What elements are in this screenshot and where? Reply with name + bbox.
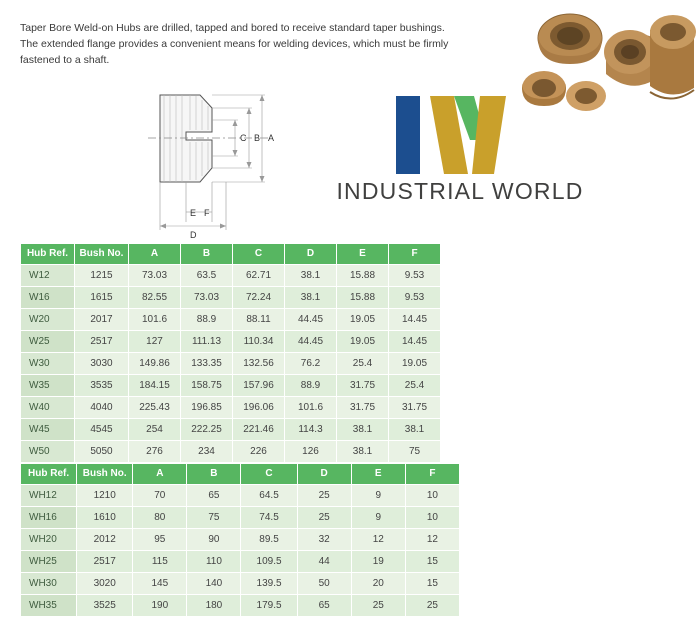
col-header-hub-ref: Hub Ref. xyxy=(21,464,77,485)
cell-bush-no: 4545 xyxy=(75,419,129,441)
cell-bush-no: 1215 xyxy=(75,265,129,287)
cell-c: 226 xyxy=(233,441,285,463)
cell-c: 110.34 xyxy=(233,331,285,353)
col-header-d: D xyxy=(297,464,351,485)
cell-a: 80 xyxy=(133,507,187,529)
cell-c: 74.5 xyxy=(241,507,297,529)
cell-c: 62.71 xyxy=(233,265,285,287)
cell-b: 65 xyxy=(187,485,241,507)
cell-f: 31.75 xyxy=(389,397,441,419)
table-row xyxy=(21,595,460,617)
cell-b: 180 xyxy=(187,595,241,617)
cell-bush-no: 1610 xyxy=(77,507,133,529)
cell-a: 101.6 xyxy=(129,309,181,331)
cell-f: 15 xyxy=(405,551,459,573)
col-header-hub-ref: Hub Ref. xyxy=(21,244,75,265)
table-row xyxy=(21,485,460,507)
table-row xyxy=(21,353,441,375)
table-row xyxy=(21,573,460,595)
cell-e: 15.88 xyxy=(337,265,389,287)
drawing-label-b: B xyxy=(254,133,261,143)
cell-hub-ref: W45 xyxy=(21,419,75,441)
cell-c: 221.46 xyxy=(233,419,285,441)
table-header-row xyxy=(21,244,441,265)
cell-a: 127 xyxy=(129,331,181,353)
table-row xyxy=(21,331,441,353)
cell-a: 73.03 xyxy=(129,265,181,287)
cell-e: 38.1 xyxy=(337,419,389,441)
cell-bush-no: 1210 xyxy=(77,485,133,507)
cell-b: 133.35 xyxy=(181,353,233,375)
cell-e: 19.05 xyxy=(337,309,389,331)
cell-bush-no: 2017 xyxy=(75,309,129,331)
cell-f: 25 xyxy=(405,595,459,617)
technical-drawing xyxy=(140,80,340,240)
cell-b: 222.25 xyxy=(181,419,233,441)
cell-b: 110 xyxy=(187,551,241,573)
cell-a: 82.55 xyxy=(129,287,181,309)
cell-d: 38.1 xyxy=(285,287,337,309)
cell-bush-no: 2012 xyxy=(77,529,133,551)
cell-hub-ref: W12 xyxy=(21,265,75,287)
cell-hub-ref: W35 xyxy=(21,375,75,397)
cell-e: 12 xyxy=(351,529,405,551)
cell-bush-no: 1615 xyxy=(75,287,129,309)
cell-bush-no: 3020 xyxy=(77,573,133,595)
cell-bush-no: 2517 xyxy=(77,551,133,573)
table-row xyxy=(21,265,441,287)
cell-d: 76.2 xyxy=(285,353,337,375)
col-header-bush-no: Bush No. xyxy=(75,244,129,265)
cell-bush-no: 5050 xyxy=(75,441,129,463)
cell-a: 254 xyxy=(129,419,181,441)
cell-f: 10 xyxy=(405,507,459,529)
cell-c: 109.5 xyxy=(241,551,297,573)
col-header-a: A xyxy=(133,464,187,485)
col-header-c: C xyxy=(241,464,297,485)
cell-a: 70 xyxy=(133,485,187,507)
cell-bush-no: 3030 xyxy=(75,353,129,375)
cell-f: 14.45 xyxy=(389,331,441,353)
cell-a: 149.86 xyxy=(129,353,181,375)
intro-paragraph: Taper Bore Weld-on Hubs are drilled, tapped and bored to receive standard taper bushings. The extended flange provides a convenient means for welding devices, which must be firmly fastened to a shaft. xyxy=(20,22,449,66)
cell-d: 126 xyxy=(285,441,337,463)
table-row xyxy=(21,419,441,441)
cell-a: 145 xyxy=(133,573,187,595)
cell-b: 111.13 xyxy=(181,331,233,353)
cell-e: 25.4 xyxy=(337,353,389,375)
cell-c: 179.5 xyxy=(241,595,297,617)
table-row xyxy=(21,397,441,419)
cell-d: 38.1 xyxy=(285,265,337,287)
col-header-bush-no: Bush No. xyxy=(77,464,133,485)
cell-f: 38.1 xyxy=(389,419,441,441)
cell-d: 44.45 xyxy=(285,309,337,331)
cell-c: 157.96 xyxy=(233,375,285,397)
cell-hub-ref: WH12 xyxy=(21,485,77,507)
cell-hub-ref: WH30 xyxy=(21,573,77,595)
cell-f: 75 xyxy=(389,441,441,463)
drawing-label-f: F xyxy=(204,208,210,218)
cell-a: 276 xyxy=(129,441,181,463)
cell-f: 19.05 xyxy=(389,353,441,375)
cell-d: 101.6 xyxy=(285,397,337,419)
weld-on-hub-table-wh xyxy=(20,463,460,617)
cell-d: 44 xyxy=(297,551,351,573)
cell-b: 196.85 xyxy=(181,397,233,419)
cell-e: 9 xyxy=(351,507,405,529)
cell-d: 25 xyxy=(297,507,351,529)
cell-e: 31.75 xyxy=(337,375,389,397)
cell-f: 25.4 xyxy=(389,375,441,397)
cell-a: 190 xyxy=(133,595,187,617)
cell-f: 12 xyxy=(405,529,459,551)
cell-f: 9.53 xyxy=(389,287,441,309)
cell-b: 90 xyxy=(187,529,241,551)
table-row xyxy=(21,441,441,463)
cell-hub-ref: W16 xyxy=(21,287,75,309)
cell-bush-no: 3535 xyxy=(75,375,129,397)
cell-e: 19.05 xyxy=(337,331,389,353)
cell-e: 38.1 xyxy=(337,441,389,463)
cell-hub-ref: WH25 xyxy=(21,551,77,573)
col-header-f: F xyxy=(405,464,459,485)
cell-hub-ref: WH20 xyxy=(21,529,77,551)
cell-d: 88.9 xyxy=(285,375,337,397)
cell-f: 10 xyxy=(405,485,459,507)
cell-b: 158.75 xyxy=(181,375,233,397)
logo-text: INDUSTRIAL WORLD xyxy=(336,178,584,204)
cell-hub-ref: W20 xyxy=(21,309,75,331)
cell-hub-ref: W40 xyxy=(21,397,75,419)
col-header-f: F xyxy=(389,244,441,265)
col-header-b: B xyxy=(187,464,241,485)
table-row xyxy=(21,309,441,331)
cell-c: 64.5 xyxy=(241,485,297,507)
col-header-d: D xyxy=(285,244,337,265)
drawing-label-e: E xyxy=(190,208,197,218)
cell-e: 15.88 xyxy=(337,287,389,309)
cell-b: 75 xyxy=(187,507,241,529)
cell-e: 20 xyxy=(351,573,405,595)
cell-bush-no: 3525 xyxy=(77,595,133,617)
cell-c: 132.56 xyxy=(233,353,285,375)
cell-hub-ref: WH16 xyxy=(21,507,77,529)
cell-d: 50 xyxy=(297,573,351,595)
cell-e: 9 xyxy=(351,485,405,507)
cell-d: 65 xyxy=(297,595,351,617)
cell-c: 196.06 xyxy=(233,397,285,419)
col-header-a: A xyxy=(129,244,181,265)
drawing-label-a: A xyxy=(268,133,275,143)
cell-d: 32 xyxy=(297,529,351,551)
table-header-row xyxy=(21,464,460,485)
weld-on-hub-table-metric xyxy=(20,243,441,463)
table-row xyxy=(21,287,441,309)
cell-hub-ref: W25 xyxy=(21,331,75,353)
cell-b: 88.9 xyxy=(181,309,233,331)
cell-c: 139.5 xyxy=(241,573,297,595)
cell-bush-no: 2517 xyxy=(75,331,129,353)
table-row xyxy=(21,551,460,573)
cell-e: 31.75 xyxy=(337,397,389,419)
cell-d: 114.3 xyxy=(285,419,337,441)
cell-hub-ref: W30 xyxy=(21,353,75,375)
cell-hub-ref: WH35 xyxy=(21,595,77,617)
cell-a: 95 xyxy=(133,529,187,551)
drawing-label-d: D xyxy=(190,230,197,240)
company-logo xyxy=(320,90,600,220)
cell-d: 25 xyxy=(297,485,351,507)
cell-b: 63.5 xyxy=(181,265,233,287)
cell-a: 225.43 xyxy=(129,397,181,419)
col-header-c: C xyxy=(233,244,285,265)
cell-bush-no: 4040 xyxy=(75,397,129,419)
cell-c: 72.24 xyxy=(233,287,285,309)
col-header-b: B xyxy=(181,244,233,265)
cell-e: 25 xyxy=(351,595,405,617)
cell-f: 14.45 xyxy=(389,309,441,331)
cell-a: 115 xyxy=(133,551,187,573)
logo-mark-icon xyxy=(390,90,530,180)
cell-b: 73.03 xyxy=(181,287,233,309)
cell-c: 88.11 xyxy=(233,309,285,331)
col-header-e: E xyxy=(337,244,389,265)
cell-f: 15 xyxy=(405,573,459,595)
table-row xyxy=(21,375,441,397)
table-row xyxy=(21,507,460,529)
col-header-e: E xyxy=(351,464,405,485)
drawing-label-c: C xyxy=(240,133,247,143)
cell-d: 44.45 xyxy=(285,331,337,353)
cell-c: 89.5 xyxy=(241,529,297,551)
cell-b: 234 xyxy=(181,441,233,463)
cell-e: 19 xyxy=(351,551,405,573)
table-row xyxy=(21,529,460,551)
cell-a: 184.15 xyxy=(129,375,181,397)
cell-f: 9.53 xyxy=(389,265,441,287)
cell-hub-ref: W50 xyxy=(21,441,75,463)
cell-b: 140 xyxy=(187,573,241,595)
